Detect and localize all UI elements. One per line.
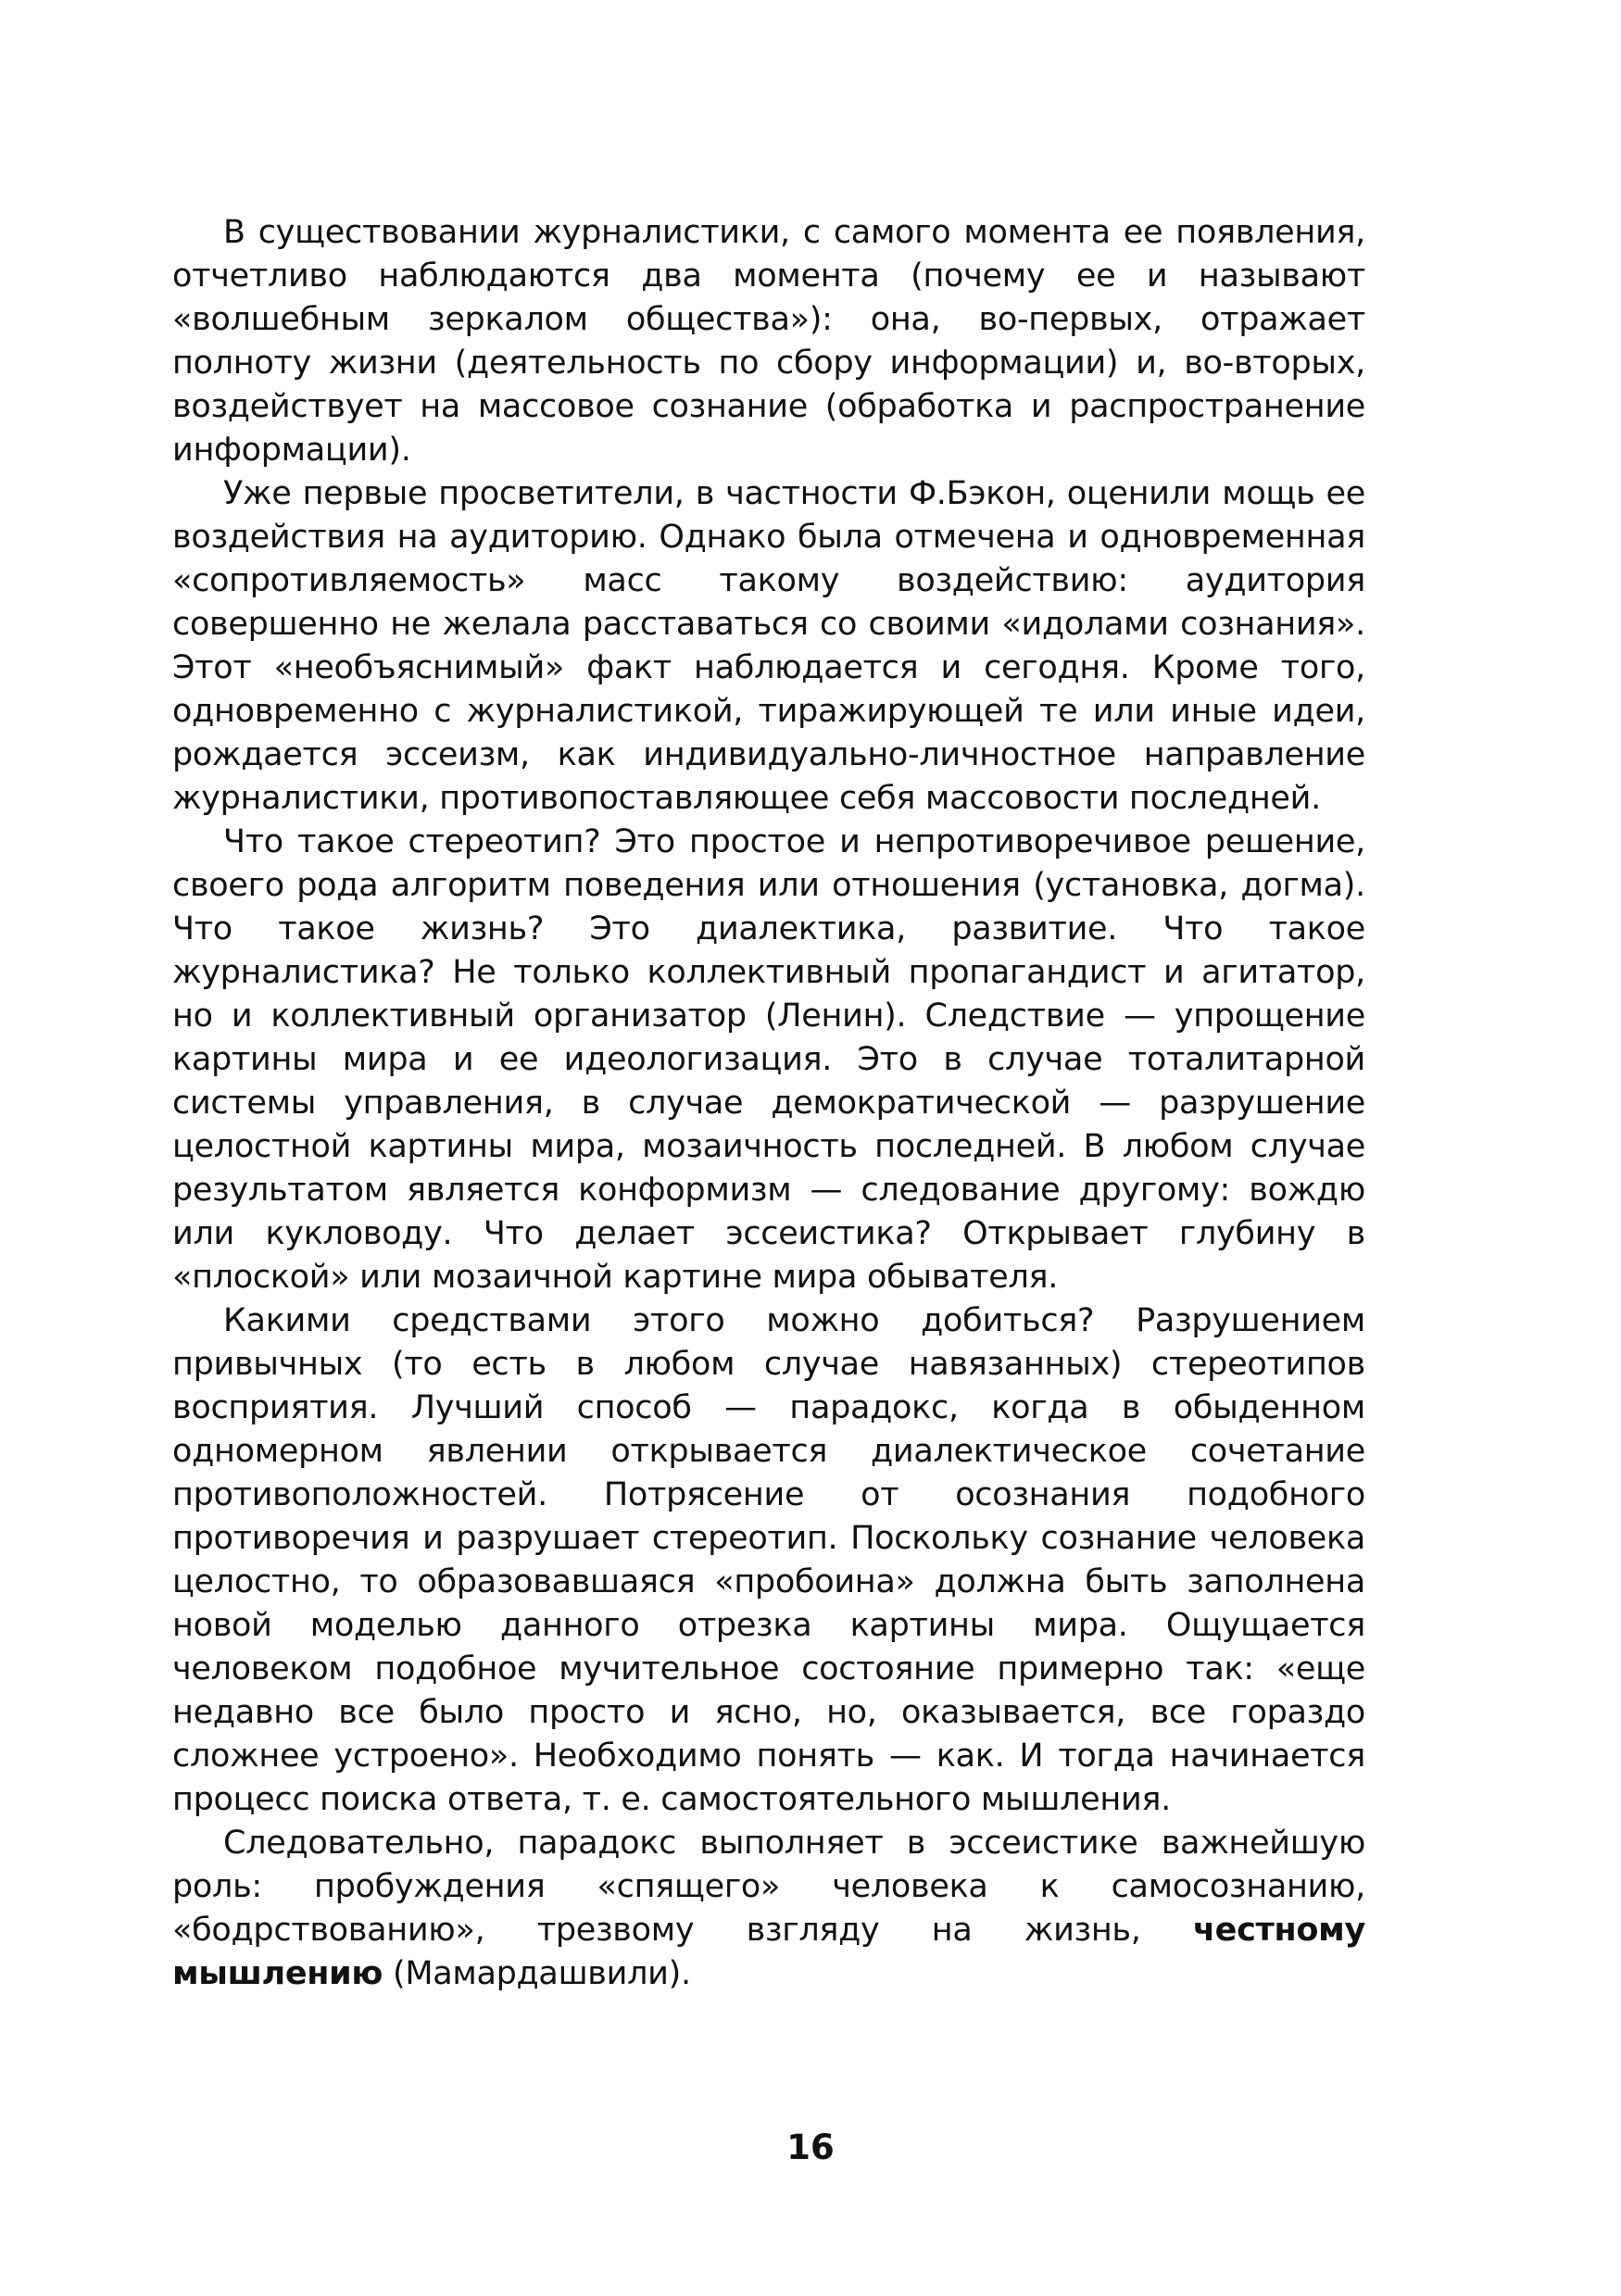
paragraph-5-text-before: Следовательно, парадокс выполняет в эссеистике важнейшую роль: пробуждения «спящего» человека к самосознанию, «бодрствованию», трезвому взгляду на жизнь, <box>172 1825 1365 1949</box>
body-text <box>172 211 1365 1996</box>
paragraph-1: В существовании журналистики, с самого момента ее появления, отчетливо наблюдаются два момента (почему ее и называют «волшебным зеркалом общества»): она, во-первых, отражает полноту жизни (деятельность по сбору информации) и, во-вторых, воздействует на массовое сознание (обработка и распространение информации). <box>172 214 1365 469</box>
paragraph-5 <box>172 1822 1365 1996</box>
page-number: 16 <box>786 2127 835 2167</box>
paragraph-5-text-after: (Мамардашвили). <box>383 1955 691 1992</box>
paragraph-4: Какими средствами этого можно добиться? Разрушением привычных (то есть в любом случае навязанных) стереотипов восприятия. Лучший способ — парадокс, когда в обыденном одномерном явлении открывается диалектическое сочетание противоположностей. Потрясение от осознания подобного противоречия и разрушает стереотип. Поскольку сознание человека целостно, то образовавшаяся «пробоина» должна быть заполнена новой моделью данного отрезка картины мира. Ощущается человеком подобное мучительное состояние примерно так: «еще недавно все было просто и ясно, но, оказывается, все гораздо сложнее устроено». Необходимо понять — как. И тогда начинается процесс поиска ответа, т. е. самостоятельного мышления. <box>172 1302 1365 1818</box>
paragraph-2: Уже первые просветители, в частности Ф.Бэкон, оценили мощь ее воздействия на аудиторию. Однако была отмечена и одновременная «сопротивляемость» масс такому воздействию: аудитория совершенно не желала расставаться со своими «идолами сознания». Этот «необъяснимый» факт наблюдается и сегодня. Кроме того, одновременно с журналистикой, тиражирующей те или иные идеи, рождается эссеизм, как индивидуально-личностное направление журналистики, противопоставляющее себя массовости последней. <box>172 475 1365 817</box>
paragraph-3: Что такое стереотип? Это простое и непротиворечивое решение, своего рода алгоритм поведения или отношения (установка, догма). Что такое жизнь? Это диалектика, развитие. Что такое журналистика? Не только коллективный пропагандист и агитатор, но и коллективный организатор (Ленин). Следствие — упрощение картины мира и ее идеологизация. Это в случае тоталитарной системы управления, в случае демократической — разрушение целостной картины мира, мозаичность последней. В любом случае результатом является конформизм — следование другому: вождю или кукловоду. Что делает эссеистика? Открывает глубину в «плоской» или мозаичной картине мира обывателя. <box>172 823 1365 1296</box>
paragraph-5-bold-phrase: честному мышлению <box>172 1912 1365 1992</box>
